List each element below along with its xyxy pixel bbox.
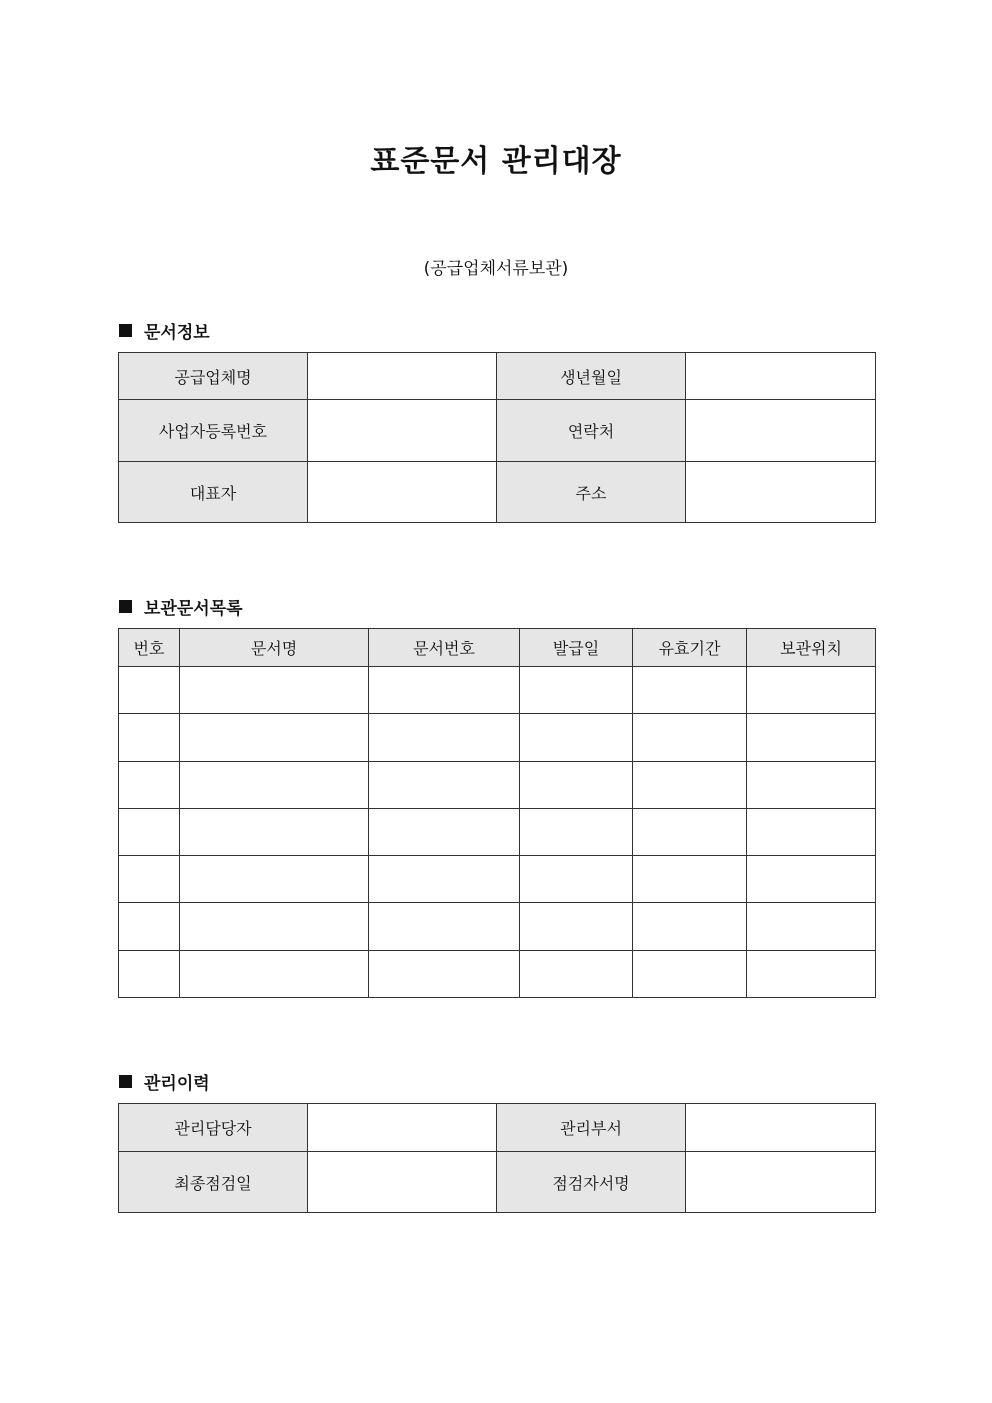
cell-doc-name[interactable]: [180, 667, 369, 714]
cell-validity[interactable]: [633, 951, 747, 998]
cell-location[interactable]: [747, 856, 876, 903]
cell-location[interactable]: [747, 951, 876, 998]
column-header-location: 보관위치: [747, 629, 876, 667]
square-bullet-icon: [119, 324, 132, 337]
table-row: [119, 1152, 876, 1213]
cell-doc-name[interactable]: [180, 762, 369, 809]
page-subtitle: (공급업체서류보관): [423, 259, 569, 279]
column-header-number: 번호: [119, 629, 180, 667]
cell-issue-date[interactable]: [520, 667, 633, 714]
cell-issue-date[interactable]: [520, 714, 633, 762]
section-title: 보관문서목록: [144, 599, 243, 619]
field-representative[interactable]: [308, 462, 497, 523]
field-last-check-date[interactable]: [308, 1152, 497, 1213]
table-row: [119, 951, 876, 998]
table-row: [119, 762, 876, 809]
table-row: [119, 400, 876, 462]
cell-doc-name[interactable]: [180, 951, 369, 998]
doc-list-table: [118, 628, 876, 998]
column-header-doc-number: 문서번호: [369, 629, 520, 667]
cell-doc-number[interactable]: [369, 903, 520, 951]
square-bullet-icon: [119, 600, 132, 613]
label-representative: 대표자: [119, 462, 308, 523]
cell-validity[interactable]: [633, 762, 747, 809]
cell-number[interactable]: [119, 667, 180, 714]
cell-doc-number[interactable]: [369, 762, 520, 809]
cell-number[interactable]: [119, 809, 180, 856]
cell-number[interactable]: [119, 762, 180, 809]
field-address[interactable]: [686, 462, 876, 523]
label-supplier-name: 공급업체명: [119, 353, 308, 400]
column-header-validity: 유효기간: [633, 629, 747, 667]
column-header-issue-date: 발급일: [520, 629, 633, 667]
cell-doc-name[interactable]: [180, 714, 369, 762]
cell-location[interactable]: [747, 903, 876, 951]
label-department: 관리부서: [497, 1104, 686, 1152]
table-row: [119, 462, 876, 523]
table-row: [119, 353, 876, 400]
table-row: [119, 856, 876, 903]
field-contact[interactable]: [686, 400, 876, 462]
cell-doc-name[interactable]: [180, 809, 369, 856]
cell-number[interactable]: [119, 903, 180, 951]
history-table: [118, 1103, 876, 1213]
label-manager: 관리담당자: [119, 1104, 308, 1152]
label-address: 주소: [497, 462, 686, 523]
cell-doc-number[interactable]: [369, 856, 520, 903]
cell-doc-number[interactable]: [369, 951, 520, 998]
cell-validity[interactable]: [633, 809, 747, 856]
table-row: [119, 1104, 876, 1152]
cell-validity[interactable]: [633, 856, 747, 903]
cell-doc-number[interactable]: [369, 809, 520, 856]
label-last-check-date: 최종점검일: [119, 1152, 308, 1213]
table-row: [119, 903, 876, 951]
cell-issue-date[interactable]: [520, 762, 633, 809]
cell-doc-number[interactable]: [369, 714, 520, 762]
cell-validity[interactable]: [633, 903, 747, 951]
label-business-number: 사업자등록번호: [119, 400, 308, 462]
cell-location[interactable]: [747, 667, 876, 714]
field-birth-date[interactable]: [686, 353, 876, 400]
table-row: [119, 809, 876, 856]
cell-doc-name[interactable]: [180, 856, 369, 903]
cell-location[interactable]: [747, 714, 876, 762]
section-heading-doc-info: [119, 318, 210, 343]
label-contact: 연락처: [497, 400, 686, 462]
cell-issue-date[interactable]: [520, 903, 633, 951]
section-title: 관리이력: [144, 1074, 210, 1094]
cell-doc-number[interactable]: [369, 667, 520, 714]
cell-doc-name[interactable]: [180, 903, 369, 951]
section-heading-doc-list: [119, 594, 243, 619]
section-title: 문서정보: [144, 323, 210, 343]
cell-number[interactable]: [119, 714, 180, 762]
field-department[interactable]: [686, 1104, 876, 1152]
cell-issue-date[interactable]: [520, 856, 633, 903]
cell-number[interactable]: [119, 856, 180, 903]
doc-info-table: [118, 352, 876, 523]
field-business-number[interactable]: [308, 400, 497, 462]
cell-validity[interactable]: [633, 667, 747, 714]
cell-location[interactable]: [747, 762, 876, 809]
field-inspector-signature[interactable]: [686, 1152, 876, 1213]
cell-issue-date[interactable]: [520, 809, 633, 856]
table-row: [119, 714, 876, 762]
label-birth-date: 생년월일: [497, 353, 686, 400]
table-header-row: [119, 629, 876, 667]
cell-number[interactable]: [119, 951, 180, 998]
cell-location[interactable]: [747, 809, 876, 856]
label-inspector-signature: 점검자서명: [497, 1152, 686, 1213]
column-header-doc-name: 문서명: [180, 629, 369, 667]
field-supplier-name[interactable]: [308, 353, 497, 400]
cell-validity[interactable]: [633, 714, 747, 762]
table-row: [119, 667, 876, 714]
page-title: 표준문서 관리대장: [370, 144, 622, 179]
cell-issue-date[interactable]: [520, 951, 633, 998]
section-heading-history: [119, 1069, 210, 1094]
field-manager[interactable]: [308, 1104, 497, 1152]
square-bullet-icon: [119, 1075, 132, 1088]
